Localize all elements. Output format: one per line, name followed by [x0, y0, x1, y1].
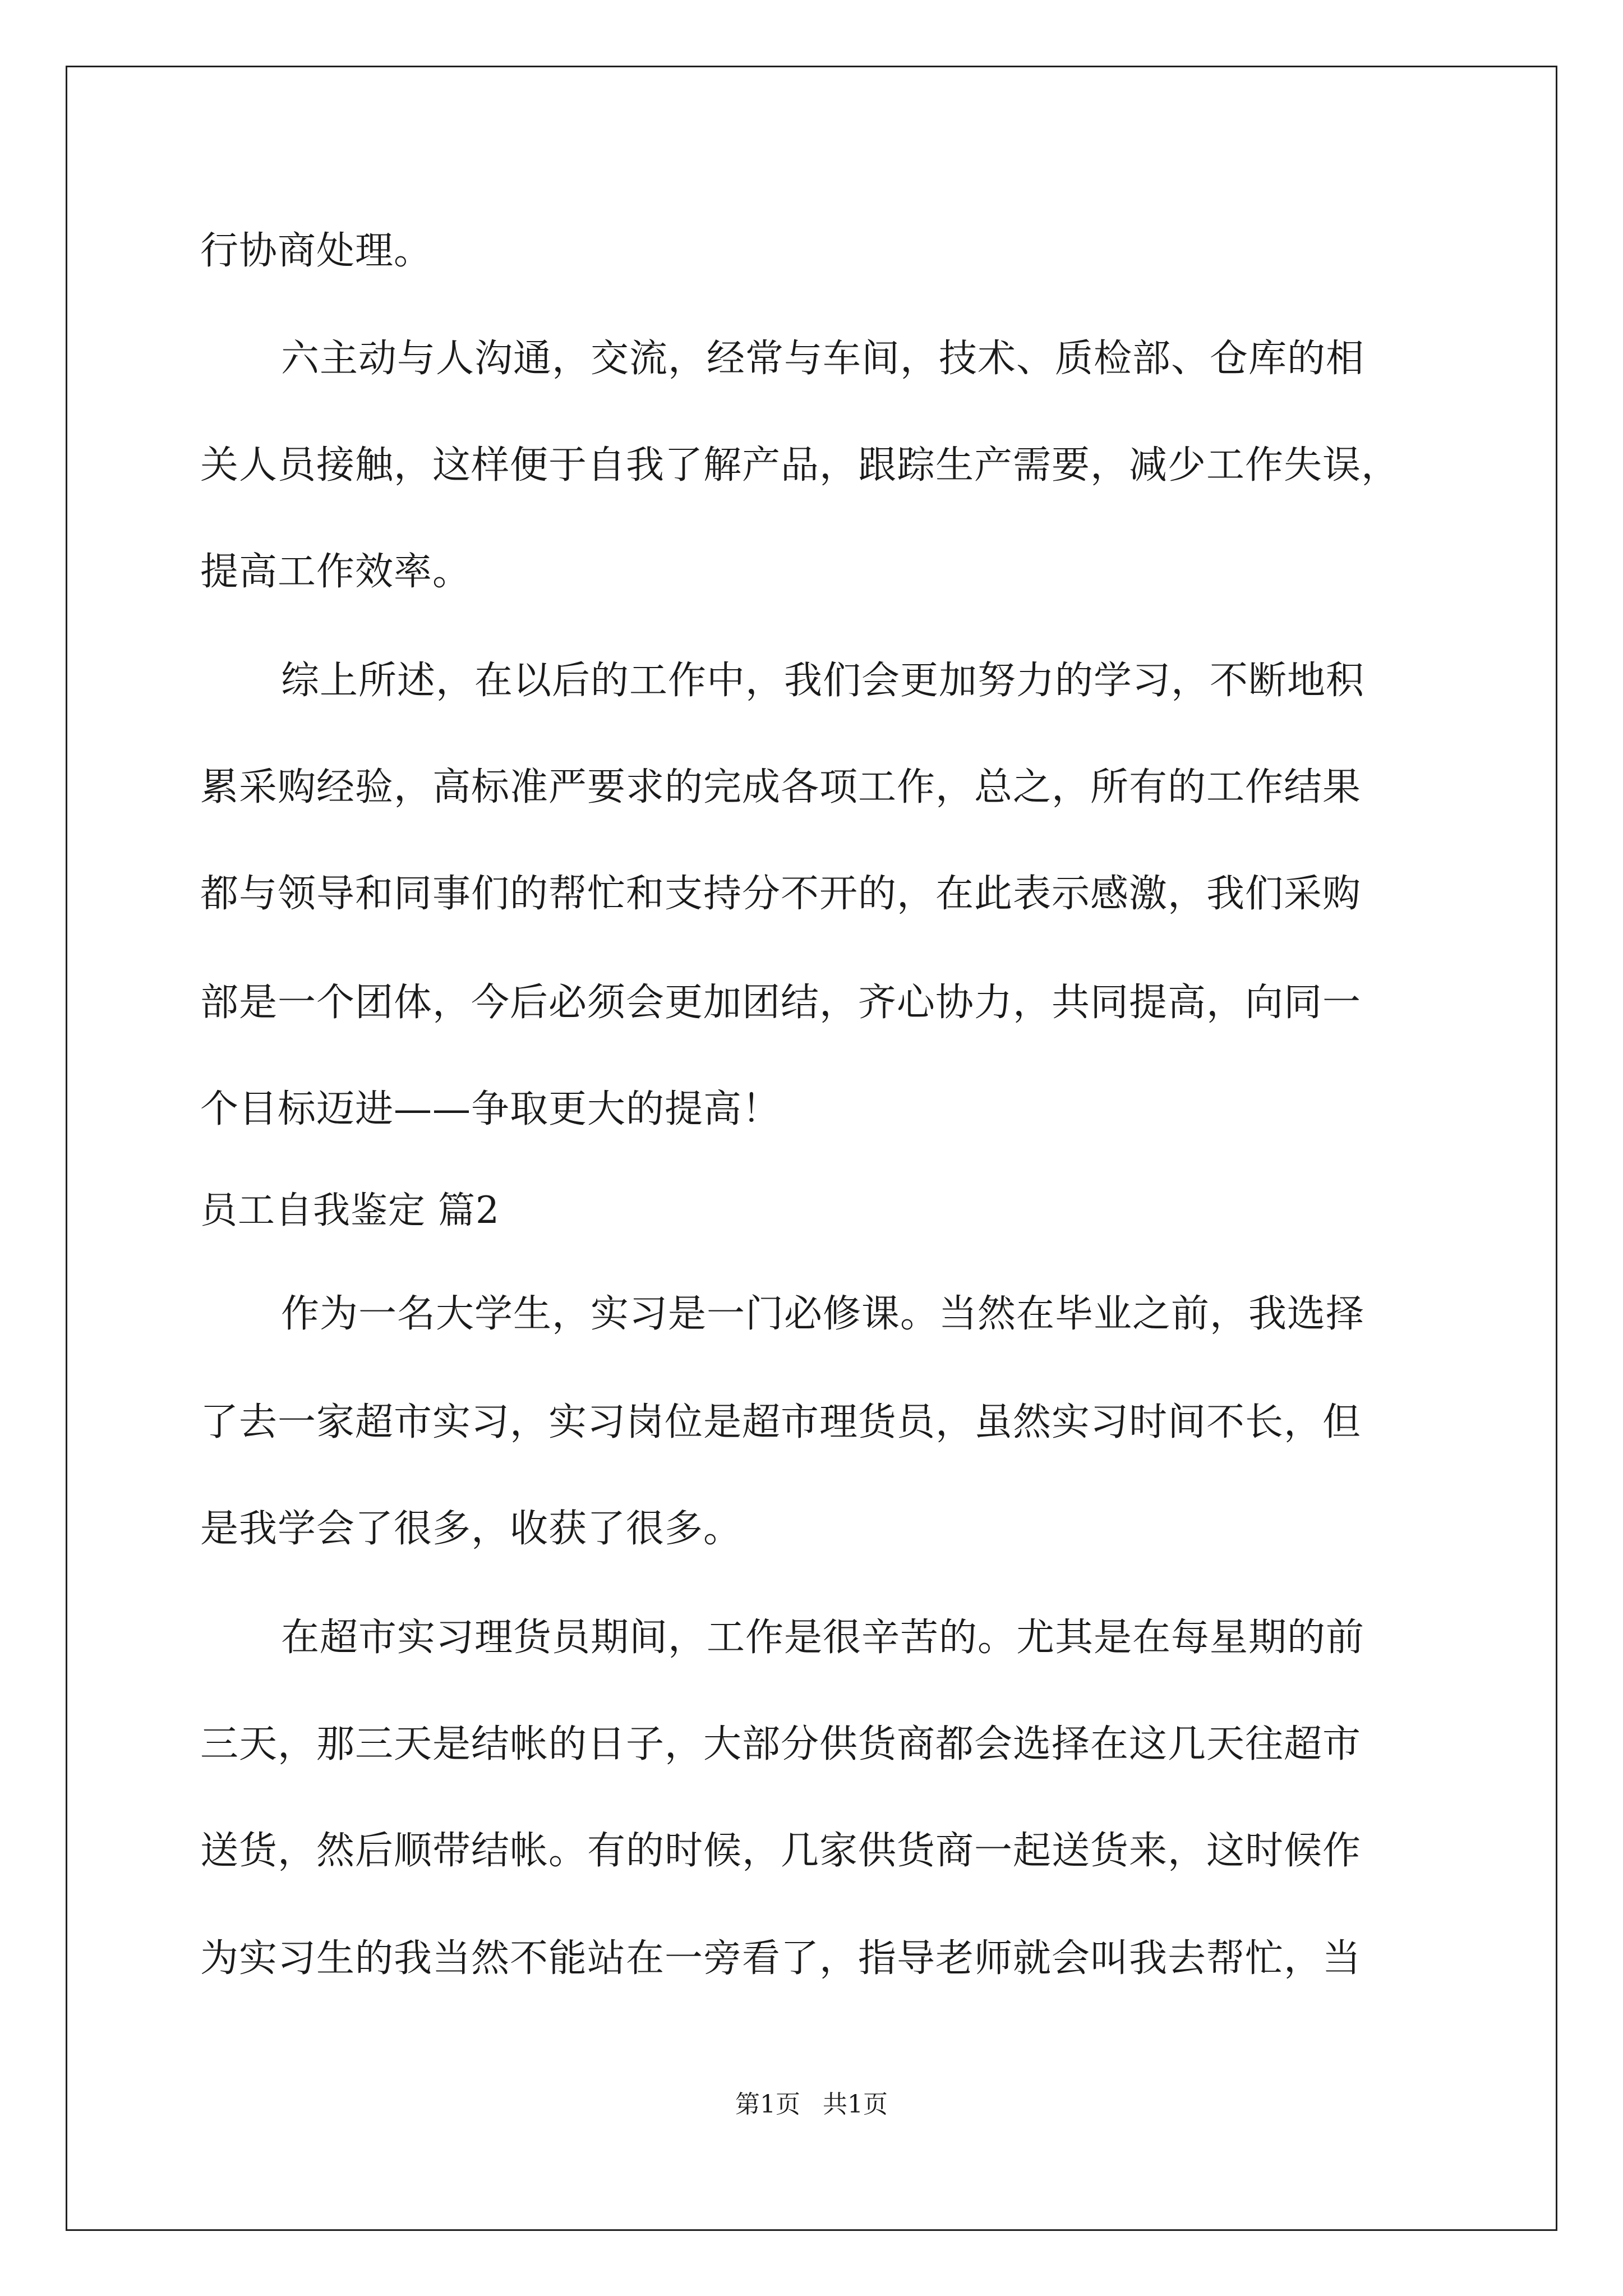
paragraph-start: 在超市实习理货员期间，工作是很辛苦的。尤其是在每星期的前 — [281, 1616, 1365, 1660]
text-line: 部是一个团体，今后必须会更加团结，齐心协力，共同提高，向同一 — [200, 981, 1362, 1025]
text-line: 提高工作效率。 — [200, 550, 472, 594]
text-line: 行协商处理。 — [200, 229, 433, 273]
page-number-current: 第1页 — [735, 2090, 800, 2119]
section-heading: 员工自我鉴定 篇2 — [200, 1189, 500, 1232]
paragraph-start: 六主动与人沟通，交流，经常与车间，技术、质检部、仓库的相 — [281, 337, 1365, 381]
paragraph-start: 综上所述，在以后的工作中，我们会更加努力的学习，不断地积 — [281, 659, 1365, 703]
text-line: 个目标迈进——争取更大的提高！ — [200, 1087, 781, 1131]
text-line: 为实习生的我当然不能站在一旁看了，指导老师就会叫我去帮忙，当 — [200, 1936, 1362, 1981]
text-line: 都与领导和同事们的帮忙和支持分不开的，在此表示感激，我们采购 — [200, 872, 1362, 916]
text-line: 三天，那三天是结帐的日子，大部分供货商都会选择在这几天往超市 — [200, 1722, 1362, 1766]
page-number-total: 共1页 — [823, 2090, 888, 2119]
text-line: 累采购经验，高标准严要求的完成各项工作，总之，所有的工作结果 — [200, 765, 1362, 809]
page-frame — [66, 66, 1557, 2231]
text-line: 了去一家超市实习，实习岗位是超市理货员，虽然实习时间不长，但 — [200, 1400, 1362, 1444]
text-line: 关人员接触，这样便于自我了解产品，跟踪生产需要，减少工作失误， — [200, 443, 1400, 487]
text-line: 送货，然后顺带结帐。有的时候，几家供货商一起送货来，这时候作 — [200, 1829, 1362, 1873]
page-footer — [0, 2088, 1623, 2122]
paragraph-start: 作为一名大学生，实习是一门必修课。当然在毕业之前，我选择 — [281, 1292, 1365, 1336]
text-line: 是我学会了很多，收获了很多。 — [200, 1507, 743, 1551]
